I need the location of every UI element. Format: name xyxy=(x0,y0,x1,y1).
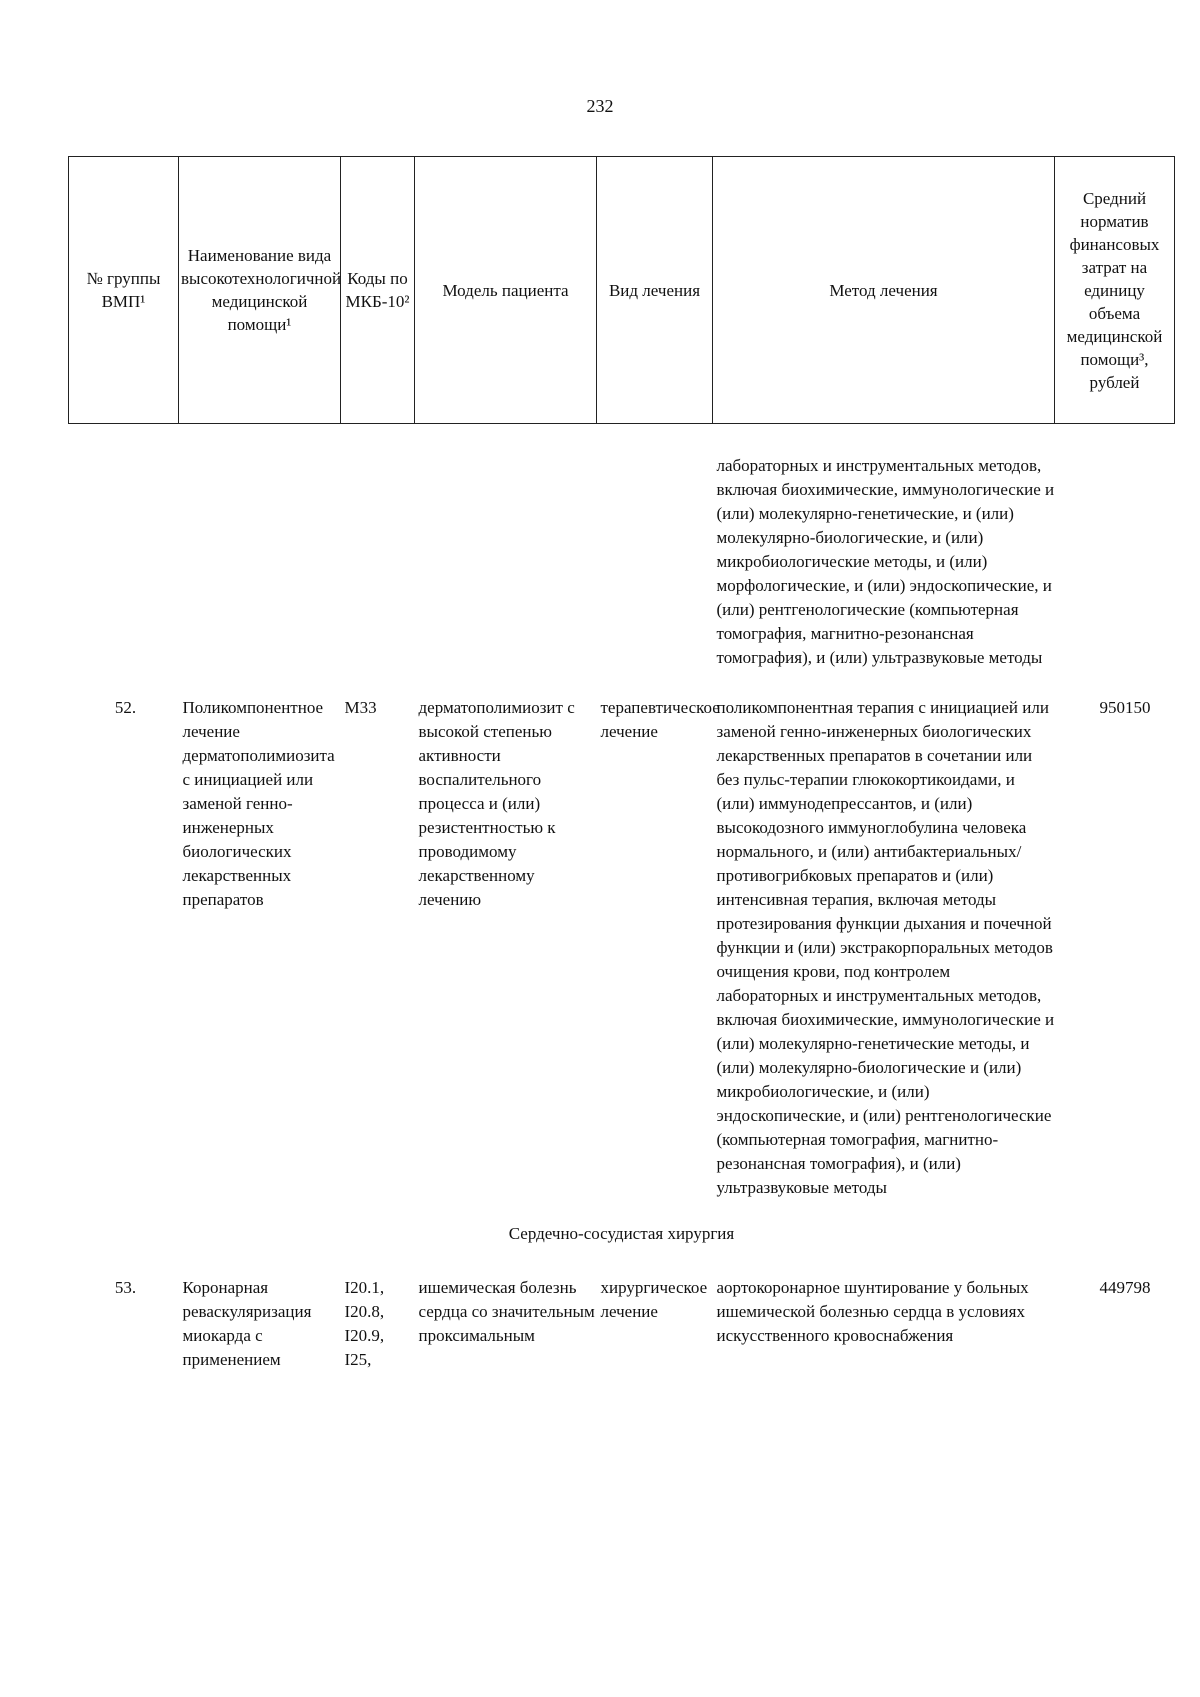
row-name: Поликомпонентное лечение дерматополимиозита с инициацией или заменой генно-инженерных биологических лекарственных препаратов xyxy=(182,698,335,909)
vmp-table xyxy=(68,156,1175,1372)
row-codes: I20.1, I20.8, I20.9, I25, xyxy=(344,1278,385,1369)
row-method: поликомпонентная терапия с инициацией или заменой генно-инженерных биологических лекарственных препаратов в сочетании или без пульс-терапии глюкокортикоидами, и (или) иммунодепрессантов, и (или) высокодозного иммуноглобулина человека нормального, и (или) антибактериальных/противогрибковых препаратов и (или) интенсивная терапия, включая методы протезирования функции дыхания и почечной функции и (или) экстракорпоральных методов очищения крови, под контролем лабораторных и инструментальных методов, включая биохимические, иммунологические и (или) молекулярно-генетические методы, и (или) молекулярно-биологические и (или) микробиологические, и (или) эндоскопические, и (или) рентгенологические (компьютерная томография, магнитно-резонансная томография), и (или) ультразвуковые методы xyxy=(716,698,1055,1197)
header-treatment-type: Вид лечения xyxy=(597,157,713,424)
row-patient: ишемическая болезнь сердца со значительным проксимальным xyxy=(418,1278,595,1345)
row-codes: M33 xyxy=(344,698,377,717)
row-cost: 950150 xyxy=(1099,698,1151,717)
section-row xyxy=(69,1200,1175,1276)
continuation-row xyxy=(69,424,1175,697)
header-name: Наименование вида высокотехнологичной медицинской помощи¹ xyxy=(179,157,341,424)
row-number: 53. xyxy=(114,1278,137,1297)
table-row xyxy=(69,1276,1175,1372)
header-cost: Средний норматив финансовых затрат на единицу объема медицинской помощи³, рублей xyxy=(1055,157,1175,424)
row-treatment-type: хирургическое лечение xyxy=(600,1278,708,1321)
row-patient: дерматополимиозит с высокой степенью активности воспалительного процесса и (или) резистентностью к проводимому лекарственному лечению xyxy=(418,698,575,909)
row-cost: 449798 xyxy=(1099,1278,1151,1297)
row-name: Коронарная реваскуляризация миокарда с применением xyxy=(182,1278,312,1369)
table-row xyxy=(69,696,1175,1200)
row-method: аортокоронарное шунтирование у больных ишемической болезнью сердца в условиях искусственного кровоснабжения xyxy=(716,1278,1029,1345)
header-codes: Коды по МКБ-10² xyxy=(341,157,415,424)
page-number: 232 xyxy=(586,96,614,116)
header-method: Метод лечения xyxy=(713,157,1055,424)
header-patient: Модель пациента xyxy=(415,157,597,424)
table-header-row xyxy=(69,157,1175,424)
header-group: № группы ВМП¹ xyxy=(69,157,179,424)
row-number: 52. xyxy=(114,698,137,717)
row-treatment-type: терапевтическое лечение xyxy=(600,698,720,741)
section-title: Сердечно-сосудистая хирургия xyxy=(508,1224,735,1243)
continuation-method: лабораторных и инструментальных методов, включая биохимические, иммунологические и (или) молекулярно-генетические, и (или) молекулярно-биологические, и (или) микробиологические методы, и (или) морфологические, и (или) эндоскопические, и (или) рентгенологические (компьютерная томография, магнитно-резонансная томография), и (или) ультразвуковые методы xyxy=(716,456,1055,667)
